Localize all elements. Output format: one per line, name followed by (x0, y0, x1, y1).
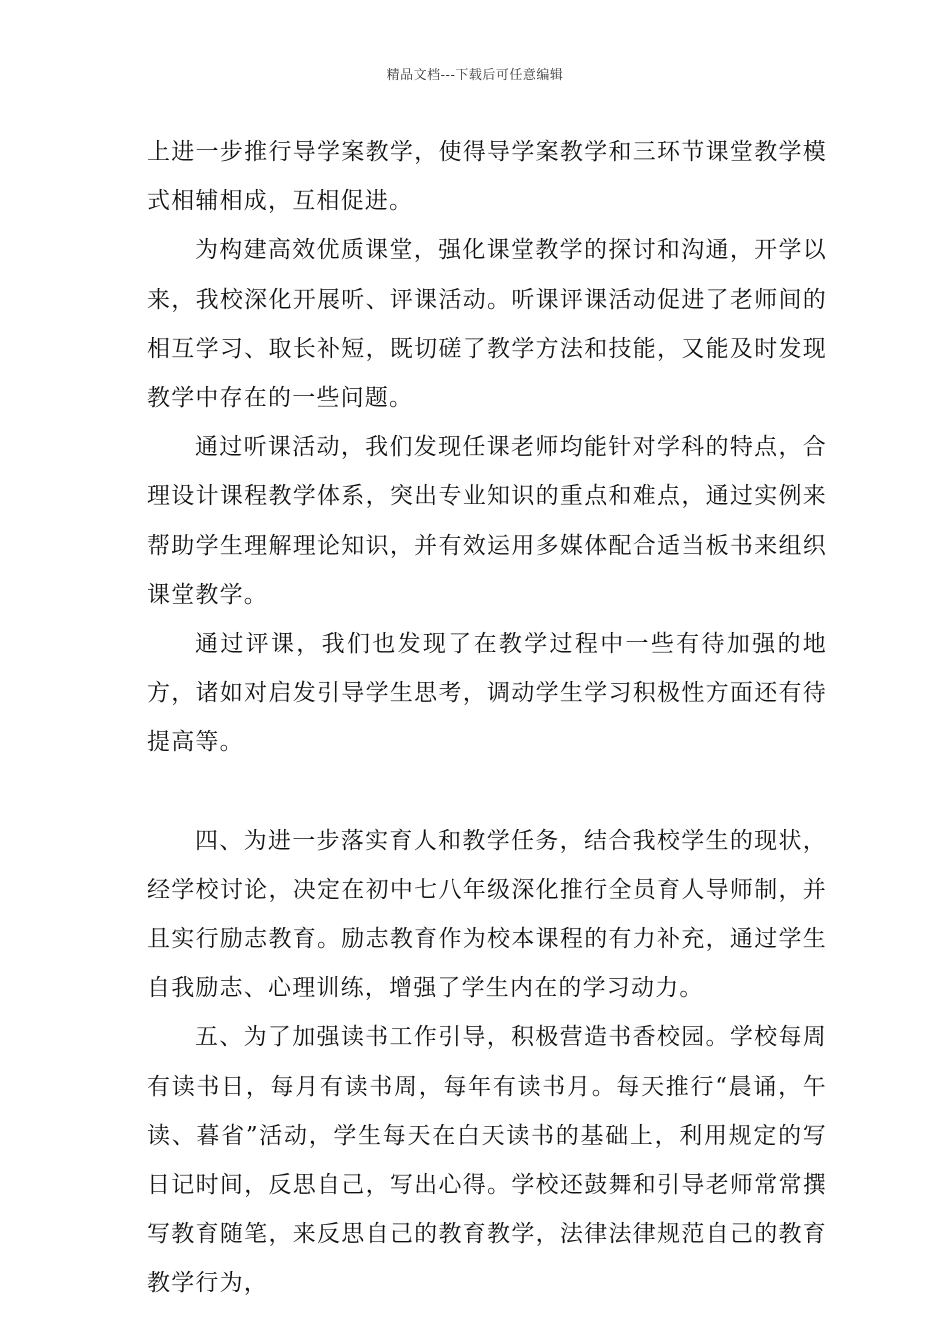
paragraph-section-five: 五、为了加强读书工作引导，积极营造书香校园。学校每周有读书日，每月有读书周，每年有读书月。每天推行“晨诵，午读、暮省”活动，学生每天在白天读书的基础上，利用规定的写日记时间，反思自己，写出心得。学校还鼓舞和引导老师常常撰写教育随笔，来反思自己的教育教学，法律法律规范自己的教育教学行为， (147, 1024, 827, 1297)
paragraph-continuation: 上进一步推行导学案教学，使得导学案教学和三环节课堂教学模式相辅相成，互相促进。 (147, 139, 827, 215)
paragraph-gap (147, 768, 827, 817)
paragraph-section-four: 四、为进一步落实育人和教学任务，结合我校学生的现状，经学校讨论，决定在初中七八年级深化推行全员育人导师制，并且实行励志教育。励志教育作为校本课程的有力补充，通过学生自我励志、心理训练，增强了学生内在的学习动力。 (147, 827, 827, 1002)
paragraph-lesson-review: 通过评课，我们也发现了在教学过程中一些有待加强的地方，诸如对启发引导学生思考，调动学生学习积极性方面还有待提高等。 (147, 631, 827, 756)
document-body (147, 128, 827, 1309)
page-header: 精品文档---下载后可任意编辑 (386, 68, 564, 83)
paragraph-classroom-evaluation: 为构建高效优质课堂，强化课堂教学的探讨和沟通，开学以来，我校深化开展听、评课活动。听课评课活动促进了老师间的相互学习、取长补短，既切磋了教学方法和技能，又能及时发现教学中存在的一些问题。 (147, 237, 827, 412)
paragraph-lesson-observation: 通过听课活动，我们发现任课老师均能针对学科的特点，合理设计课程教学体系，突出专业知识的重点和难点，通过实例来帮助学生理解理论知识，并有效运用多媒体配合适当板书来组织课堂教学。 (147, 434, 827, 608)
